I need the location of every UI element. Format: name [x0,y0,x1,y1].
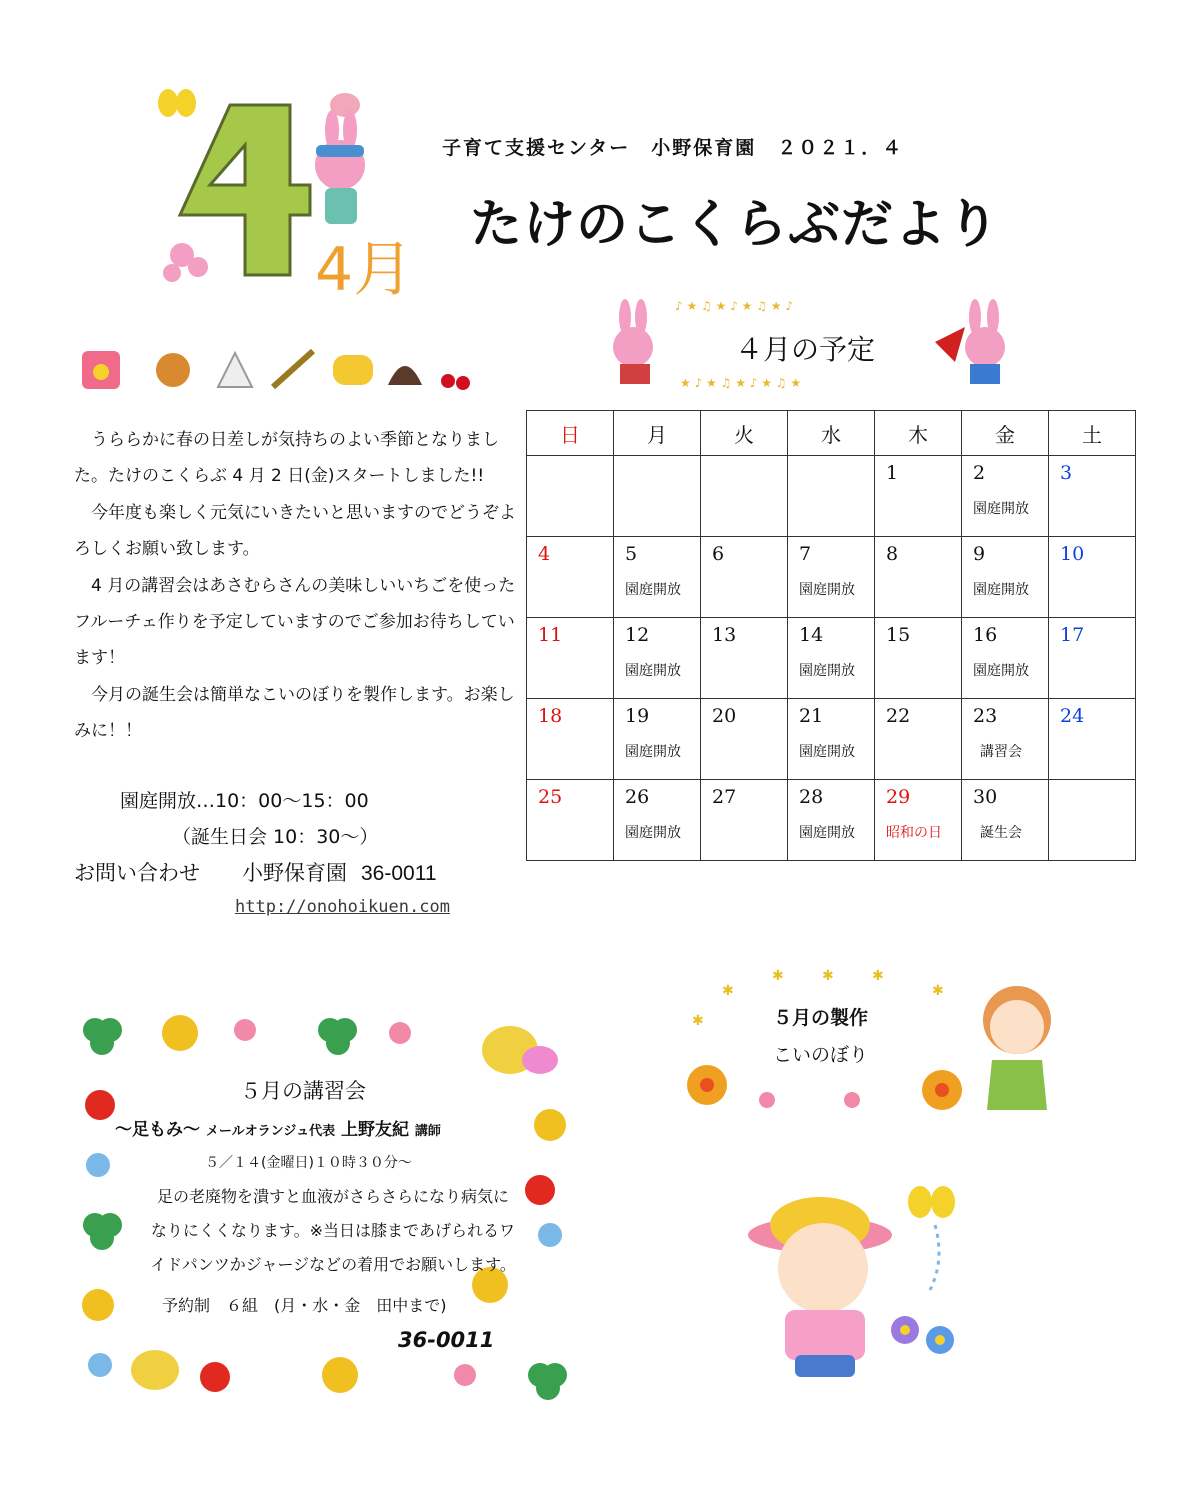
lecture-title: ５月の講習会 [240,1079,366,1103]
weekday-wed: 水 [788,411,875,456]
lecture-subtitle [115,1115,441,1140]
intro-paragraph: 4 月の講習会はあさむらさんの美味しいいちごを使ったフルーチェ作りを予定していますのでご参加お待ちしています！ [74,575,516,669]
flower-icon [687,1065,962,1110]
calendar-day: 5 園庭開放 [614,537,701,618]
contact-phone: 36-0011 [361,862,437,885]
bunny-left-icon [613,299,653,384]
svg-text:★ ♪ ★ ♫ ★ ♪ ★ ♫ ★: ★ ♪ ★ ♫ ★ ♪ ★ ♫ ★ [680,376,802,390]
birthday-party-time: （誕生日会 10：30～） [172,826,379,848]
weekday-mon: 月 [614,411,701,456]
calendar-day: 7 園庭開放 [788,537,875,618]
calendar-day: 24 [1049,699,1136,780]
onigiri-icon [218,353,252,387]
calendar-day: 22 [875,699,962,780]
calendar-day: 25 [527,780,614,861]
lecture-phone: 36-0011 [398,1328,495,1352]
calendar-week [527,618,1136,699]
calendar-day: 13 [701,618,788,699]
calendar-day: 28 園庭開放 [788,780,875,861]
calendar-day: 21 園庭開放 [788,699,875,780]
calendar-day [1049,780,1136,861]
calendar-weekday-row [527,411,1136,456]
calendar-day: 4 [527,537,614,618]
calendar-day: 18 [527,699,614,780]
bunny-right-icon [935,299,1005,384]
calendar-week [527,537,1136,618]
craft-title: ５月の製作 [773,1007,869,1029]
lecturer-role: 講師 [414,1124,441,1139]
svg-text:✱: ✱ [822,968,834,984]
weekday-fri: 金 [962,411,1049,456]
month-badge-text: 4月 [315,235,414,305]
month-4-illustration [150,85,414,305]
svg-text:✱: ✱ [692,1013,704,1029]
lecture-body [118,1180,548,1282]
intro-paragraph: うららかに春の日差しが気持ちのよい季節となりました。たけのこくらぶ 4 月 2 日(金)スタートしました!! [74,430,499,487]
calendar-day: 14 園庭開放 [788,618,875,699]
svg-text:✱: ✱ [772,968,784,984]
contact-org: 小野保育園 [242,862,347,885]
chopsticks-icon [273,351,313,387]
calendar-day: 12 園庭開放 [614,618,701,699]
calendar-day: 9 園庭開放 [962,537,1049,618]
flower-icon [891,1316,954,1354]
calendar-day-holiday: 29 昭和の日 [875,780,962,861]
calendar-day: 10 [1049,537,1136,618]
calendar-day: 6 [701,537,788,618]
calendar-week [527,699,1136,780]
lecture-body-line: 足の老廃物を潰すと血液がさらさらになり病気に [156,1187,509,1206]
lecture-date: ５／１４(金曜日)１０時３０分～ [205,1155,412,1171]
calendar-day: 30 誕生会 [962,780,1049,861]
intro-text [74,422,524,750]
contact-label: お問い合わせ [74,862,200,885]
butterfly-icon [908,1186,955,1218]
april-calendar [526,410,1136,861]
calendar-day [701,456,788,537]
weekday-sat: 土 [1049,411,1136,456]
page-title: たけのこくらぶだより [470,195,1001,255]
lecture-topic: ～足もみ～ [115,1120,200,1140]
header-subtitle: 子育て支援センター 小野保育園 ２０２１．４ [442,137,904,159]
weekday-thu: 木 [875,411,962,456]
lecturer-org: メールオランジュ代表 [205,1124,336,1139]
bunny-icon [315,110,365,224]
calendar-day [527,456,614,537]
calendar-day: 11 [527,618,614,699]
calendar-day: 3 [1049,456,1136,537]
calendar-day: 8 [875,537,962,618]
calendar-week [527,456,1136,537]
lecture-reservation: 予約制 ６組 (月・水・金 田中まで) [162,1296,447,1315]
calendar-day: 15 [875,618,962,699]
calendar-day [614,456,701,537]
calendar-day: 19 園庭開放 [614,699,701,780]
website-link[interactable]: http://onohoikuen.com [235,897,450,917]
intro-paragraph: 今年度も楽しく元気にいきたいと思いますのでどうぞよろしくお願い致します。 [74,502,516,560]
calendar-day: 27 [701,780,788,861]
karaage-icon [156,353,190,387]
lecture-body-line: なりにくくなります。※当日は膝まであげられるワ [150,1221,516,1240]
butterfly-icon [158,89,196,117]
child-with-flowers-illustration [745,1180,985,1385]
calendar-day: 26 園庭開放 [614,780,701,861]
garden-open-hours: 園庭開放…10：00～15：00 [120,790,369,812]
craft-flower-frame [672,965,1072,1120]
weekday-sun: 日 [527,411,614,456]
calendar-day: 20 [701,699,788,780]
craft-item: こいのぼり [773,1044,869,1066]
cherry-icon [441,374,455,388]
weekday-tue: 火 [701,411,788,456]
lecturer-name: 上野友紀 [341,1120,409,1140]
calendar-week [527,780,1136,861]
calendar-day [788,456,875,537]
schedule-title: ４月の予定 [735,333,876,366]
intro-paragraph: 今月の誕生会は簡単なこいのぼりを製作します。お楽しみに！！ [74,684,515,742]
calendar-day: 17 [1049,618,1136,699]
svg-text:✱: ✱ [872,968,884,984]
calendar-day: 23 講習会 [962,699,1049,780]
girl-icon [983,986,1051,1110]
contact-line [74,857,437,887]
svg-text:♪ ★ ♫ ★ ♪ ★ ♫ ★ ♪: ♪ ★ ♫ ★ ♪ ★ ♫ ★ ♪ [675,299,794,313]
food-strip-decoration [78,345,478,395]
lecture-body-line: イドパンツかジャージなどの着用でお願いします。 [150,1255,516,1274]
svg-text:✱: ✱ [722,983,734,999]
calendar-day: 1 [875,456,962,537]
rice-ball-icon [388,366,422,385]
calendar-day: 16 園庭開放 [962,618,1049,699]
svg-text:✱: ✱ [932,983,944,999]
tamagoyaki-icon [333,355,373,385]
calendar-day: 2 園庭開放 [962,456,1049,537]
